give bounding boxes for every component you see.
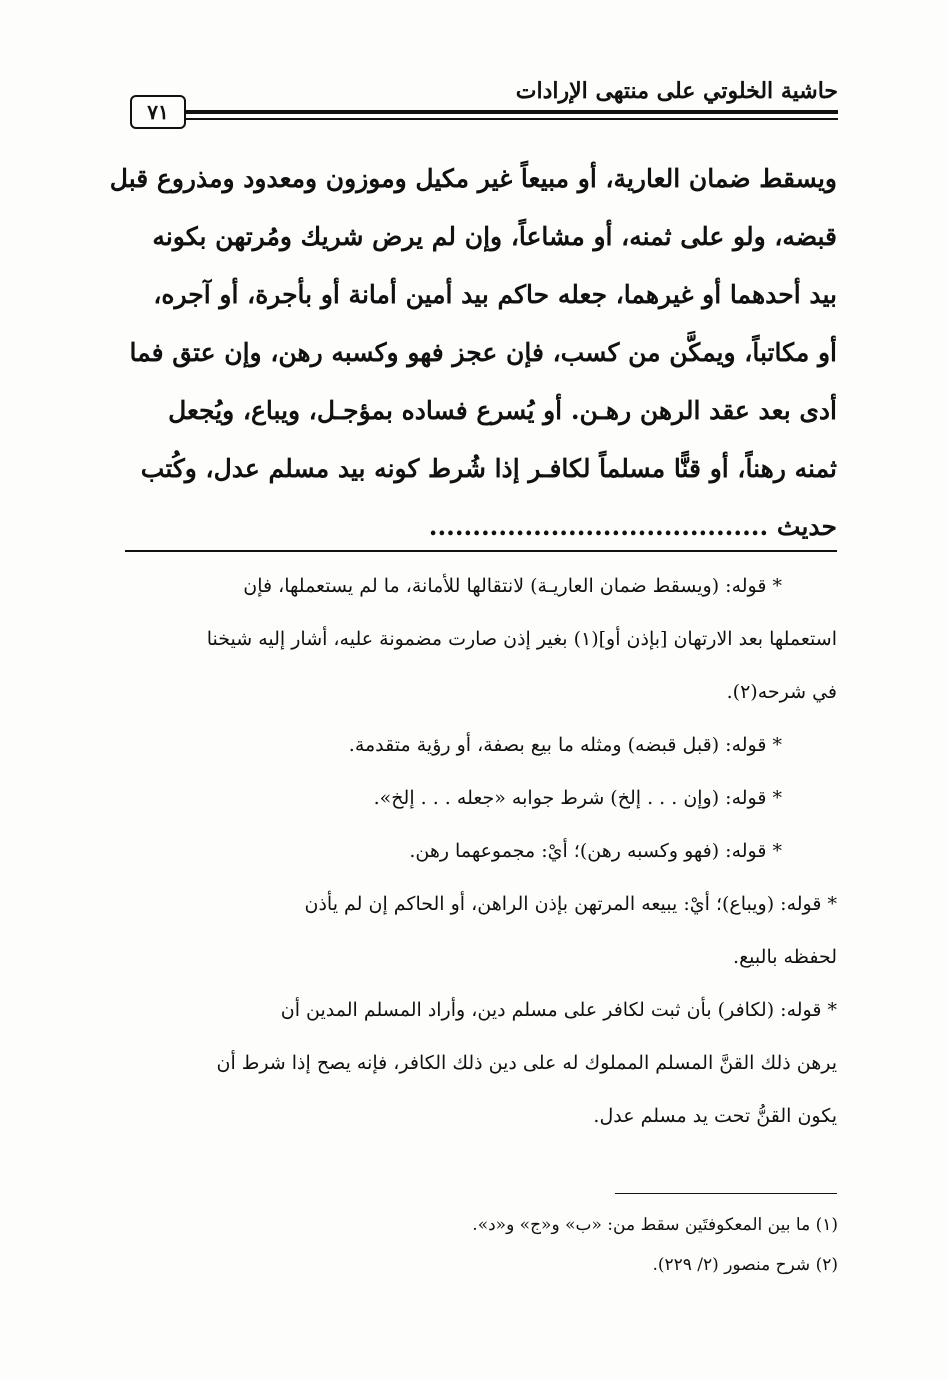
commentary-line: * قوله: (لكافر) بأن ثبت لكافر على مسلم دين، وأراد المسلم المدين أن <box>280 999 837 1021</box>
page-header <box>0 0 948 140</box>
footnotes <box>138 1205 838 1285</box>
footnote-divider <box>615 1193 837 1194</box>
commentary <box>120 560 837 1143</box>
footnote: (٢) شرح منصور (٢/ ٢٢٩). <box>652 1255 838 1275</box>
commentary-line: * قوله: (فهو وكسبه رهن)؛ أيْ: مجموعهما رهن. <box>409 840 782 862</box>
commentary-line: يكون القنُّ تحت يد مسلم عدل. <box>593 1105 837 1127</box>
header-rule-thin <box>185 118 838 120</box>
main-text-line: أو مكاتباً، ويمكَّن من كسب، فإن عجز فهو وكسبه رهن، وإن عتق فما <box>129 338 837 367</box>
commentary-line: لحفظه بالبيع. <box>733 946 837 968</box>
commentary-line: * قوله: (قبل قبضه) ومثله ما بيع بصفة، أو رؤية متقدمة. <box>348 734 782 756</box>
main-text-line: ويسقط ضمان العارية، أو مبيعاً غير مكيل وموزون ومعدود ومذروع قبل <box>109 164 837 193</box>
running-title: حاشية الخلوتي على منتهى الإرادات <box>515 78 838 104</box>
main-text-line: حديث <box>776 512 837 541</box>
commentary-line: استعملها بعد الارتهان [بإذن أو](١) بغير إذن صارت مضمونة عليه، أشار إليه شيخنا <box>206 628 837 650</box>
commentary-line: في شرحه(٢). <box>726 681 837 703</box>
footnote: (١) ما بين المعكوفتَين سقط من: «ب» و«ج» و«د». <box>472 1215 838 1235</box>
ellipsis-dots: ....................................... <box>428 512 769 541</box>
commentary-line: * قوله: (ويسقط ضمان العاريـة) لانتقالها للأمانة، ما لم يستعملها، فإن <box>243 575 782 597</box>
main-text-line: بيد أحدهما أو غيرهما، جعله حاكم بيد أمين أمانة أو بأجرة، أو آجره، <box>153 280 837 309</box>
page-number: ٧١ <box>130 95 186 129</box>
main-text <box>109 150 837 556</box>
commentary-line: يرهن ذلك القنَّ المسلم المملوك له على دين ذلك الكافر، فإنه يصح إذا شرط أن <box>216 1052 837 1074</box>
commentary-line: * قوله: (وإن . . . إلخ) شرط جوابه «جعله . . . إلخ». <box>373 787 782 809</box>
main-text-line: أدى بعد عقد الرهن رهـن. أو يُسرع فساده بمؤجـل، ويباع، ويُجعل <box>168 396 837 425</box>
main-text-last-line <box>125 498 837 556</box>
commentary-line: * قوله: (ويباع)؛ أيْ: يبيعه المرتهن بإذن الراهن، أو الحاكم إن لم يأذن <box>304 893 837 915</box>
main-text-line: قبضه، ولو على ثمنه، أو مشاعاً، وإن لم يرض شريك ومُرتهن بكونه <box>152 222 837 251</box>
main-text-line: ثمنه رهناً، أو قنًّا مسلماً لكافـر إذا شُرط كونه بيد مسلم عدل، وكُتب <box>140 454 837 483</box>
header-rule-thick <box>185 110 838 114</box>
section-divider <box>125 550 837 552</box>
